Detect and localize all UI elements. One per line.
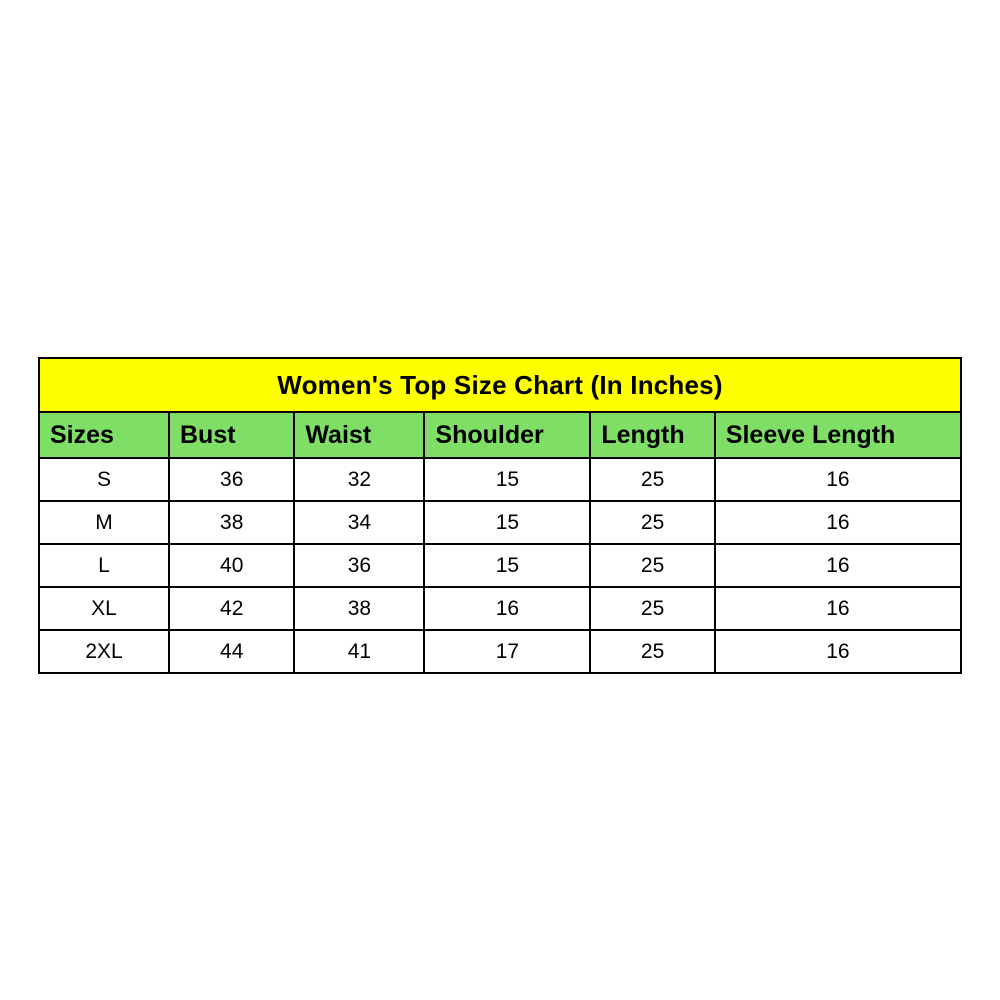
table-row xyxy=(39,630,961,673)
chart-title: Women's Top Size Chart (In Inches) xyxy=(39,358,961,412)
table-row xyxy=(39,501,961,544)
chart-title-row xyxy=(39,358,961,412)
cell-shoulder: 15 xyxy=(424,544,590,587)
column-header-bust: Bust xyxy=(169,412,294,458)
cell-shoulder: 15 xyxy=(424,501,590,544)
cell-size: S xyxy=(39,458,169,501)
cell-bust: 36 xyxy=(169,458,294,501)
cell-sleeve-length: 16 xyxy=(715,458,961,501)
cell-bust: 38 xyxy=(169,501,294,544)
cell-size: XL xyxy=(39,587,169,630)
cell-sleeve-length: 16 xyxy=(715,544,961,587)
column-header-waist: Waist xyxy=(294,412,424,458)
cell-bust: 42 xyxy=(169,587,294,630)
cell-waist: 34 xyxy=(294,501,424,544)
column-header-sleeve-length: Sleeve Length xyxy=(715,412,961,458)
cell-sleeve-length: 16 xyxy=(715,587,961,630)
cell-waist: 41 xyxy=(294,630,424,673)
cell-shoulder: 15 xyxy=(424,458,590,501)
size-chart-container xyxy=(38,357,962,674)
table-row xyxy=(39,544,961,587)
cell-shoulder: 16 xyxy=(424,587,590,630)
table-row xyxy=(39,458,961,501)
cell-bust: 40 xyxy=(169,544,294,587)
size-chart-table xyxy=(38,357,962,674)
column-header-length: Length xyxy=(590,412,714,458)
cell-length: 25 xyxy=(590,544,714,587)
cell-waist: 38 xyxy=(294,587,424,630)
cell-length: 25 xyxy=(590,587,714,630)
cell-length: 25 xyxy=(590,630,714,673)
cell-bust: 44 xyxy=(169,630,294,673)
cell-size: 2XL xyxy=(39,630,169,673)
column-header-sizes: Sizes xyxy=(39,412,169,458)
cell-sleeve-length: 16 xyxy=(715,630,961,673)
cell-size: L xyxy=(39,544,169,587)
table-row xyxy=(39,587,961,630)
column-header-shoulder: Shoulder xyxy=(424,412,590,458)
cell-shoulder: 17 xyxy=(424,630,590,673)
cell-length: 25 xyxy=(590,501,714,544)
cell-waist: 36 xyxy=(294,544,424,587)
cell-size: M xyxy=(39,501,169,544)
cell-sleeve-length: 16 xyxy=(715,501,961,544)
cell-length: 25 xyxy=(590,458,714,501)
cell-waist: 32 xyxy=(294,458,424,501)
table-header-row xyxy=(39,412,961,458)
